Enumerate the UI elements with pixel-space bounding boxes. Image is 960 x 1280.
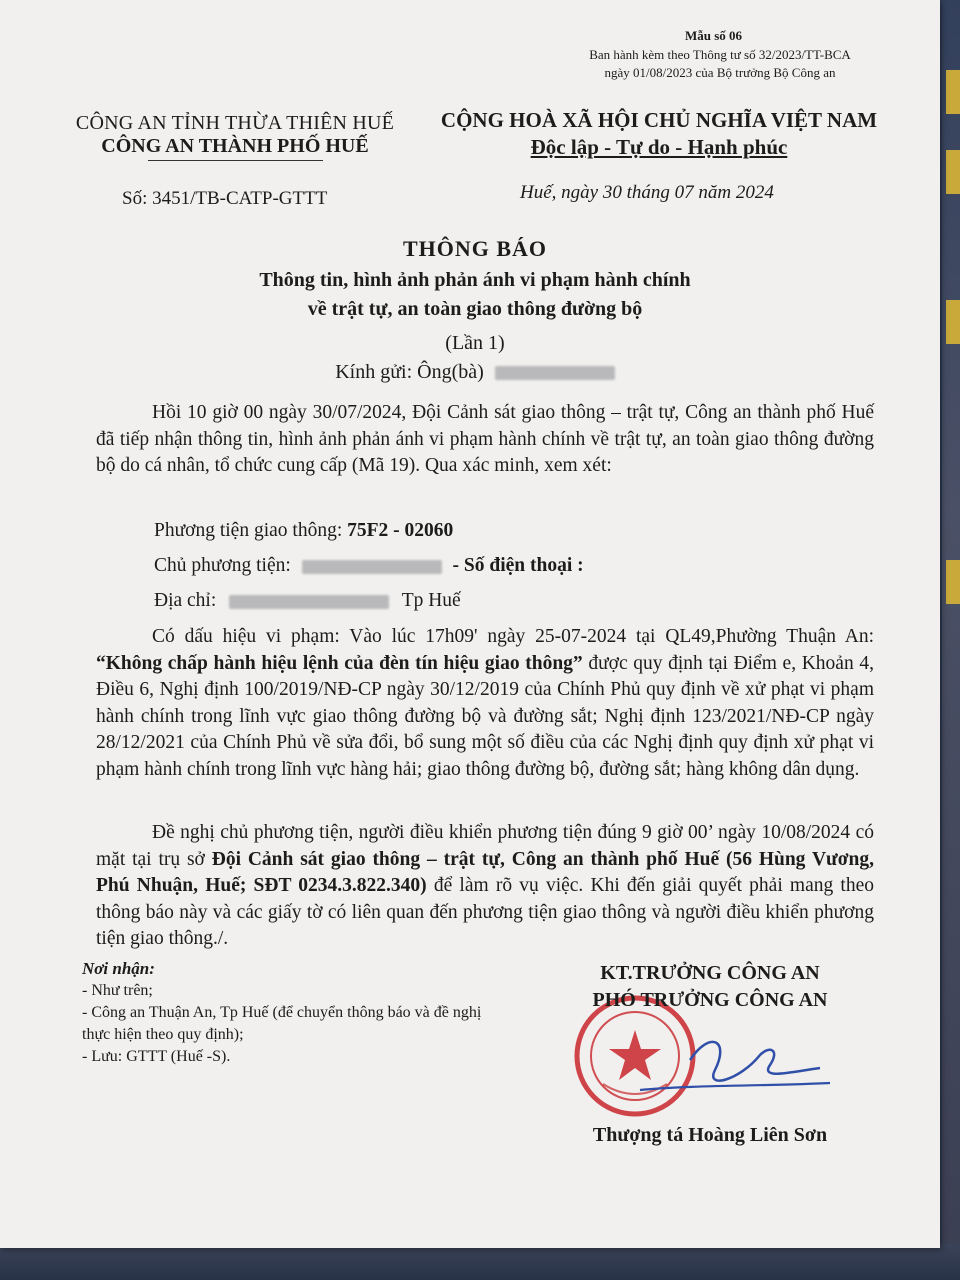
background-pattern <box>946 560 960 604</box>
notice-round: (Lần 1) <box>445 332 505 354</box>
phone-label: - Số điện thoại : <box>452 555 584 576</box>
violation-name: “Không chấp hành hiệu lệnh của đèn tín hiệu giao thông” <box>96 652 583 674</box>
signer-position: PHÓ TRƯỞNG CÔNG AN <box>592 989 828 1011</box>
vehicle-line <box>154 518 854 545</box>
request-instructions: để làm rõ vụ việc. Khi đến giải quyết phải mang theo thông báo này và các giấy tờ có liên quan đến phương tiện giao thông và người điều khiển phương tiện giao thông./. <box>96 875 874 949</box>
owner-line <box>154 553 854 580</box>
agency-name: CÔNG AN THÀNH PHỐ HUẾ <box>101 135 369 157</box>
form-reference-line: Ban hành kèm theo Thông tư số 32/2023/TT-BCA <box>589 47 851 62</box>
address-city: Tp Huế <box>401 590 461 611</box>
place-date: Huế, ngày 30 tháng 07 năm 2024 <box>520 182 774 203</box>
background-surface <box>0 1244 960 1280</box>
request-text: Đề nghị chủ phương tiện, người điều khiển phương tiện đúng 9 giờ 00’ ngày 10/08/2024 có mặt tại trụ sở <box>96 822 874 870</box>
background-pattern <box>946 300 960 344</box>
intro-paragraph: Hồi 10 giờ 00 ngày 30/07/2024, Đội Cảnh sát giao thông – trật tự, Công an thành phố Huế đã tiếp nhận thông tin, hình ảnh phản ánh vi phạm hành chính về trật tự, an toàn giao thông đường bộ do cá nhân, tổ chức cung cấp (Mã 19). Qua xác minh, xem xét: <box>96 402 874 476</box>
subtitle-line: Thông tin, hình ảnh phản ánh vi phạm hành chính <box>259 269 691 291</box>
document-number: Số: 3451/TB-CATP-GTTT <box>122 188 328 209</box>
redacted-name <box>495 366 615 380</box>
nation-name: CỘNG HOÀ XÃ HỘI CHỦ NGHĨA VIỆT NAM <box>440 108 878 132</box>
subtitle-line: về trật tự, an toàn giao thông đường bộ <box>307 298 643 320</box>
issuing-agency <box>40 112 430 161</box>
divider <box>148 160 323 161</box>
form-reference <box>560 46 880 82</box>
signer-title: KT.TRƯỞNG CÔNG AN <box>600 962 820 984</box>
receiver-item: - Như trên; <box>82 982 153 999</box>
receivers-title: Nơi nhận: <box>82 959 155 978</box>
background-pattern <box>946 150 960 194</box>
address-label: Địa chỉ: <box>154 590 217 611</box>
violation-text: Có dấu hiệu vi phạm: Vào lúc 17h09' ngày 25-07-2024 tại QL49,Phường Thuận An: <box>152 626 874 647</box>
document-title: THÔNG BÁO <box>402 236 548 261</box>
violation-legal-basis: được quy định tại Điểm e, Khoản 4, Điều 6, Nghị định 100/2019/NĐ-CP ngày 30/12/2019 của Chính Phủ quy định về xử phạt vi phạm hành chính trong lĩnh vực giao thông đường bộ và đường sắt; Nghị định 123/2021/NĐ-CP ngày 28/12/2021 của Chính Phủ về sửa đổi, bổ sung một số điều của các Nghị định quy định xử phạt vi phạm hành chính trong lĩnh vực hàng hải; giao thông đường bộ, đường sắt; hàng không dân dụng. <box>96 652 874 780</box>
recipient-label: Kính gửi: Ông(bà) <box>335 361 484 383</box>
background-edge <box>942 0 960 1280</box>
receiver-item: - Lưu: GTTT (Huế -S). <box>82 1048 231 1065</box>
form-number: Mẫu số 06 <box>684 28 742 43</box>
national-motto: Độc lập - Tự do - Hạnh phúc <box>530 135 788 159</box>
title-block <box>40 236 910 384</box>
recipient-line <box>40 361 910 384</box>
form-reference-line: ngày 01/08/2023 của Bộ trưởng Bộ Công an <box>604 65 836 80</box>
request-paragraph <box>96 820 874 953</box>
background-pattern <box>946 70 960 114</box>
violation-paragraph <box>96 624 874 783</box>
redacted-owner <box>302 560 442 574</box>
receivers-block <box>82 958 512 1068</box>
vehicle-label: Phương tiện giao thông: <box>154 520 343 541</box>
redacted-address <box>229 595 389 609</box>
owner-label: Chủ phương tiện: <box>154 555 291 576</box>
agency-parent: CÔNG AN TỈNH THỪA THIÊN HUẾ <box>75 112 395 134</box>
national-heading <box>428 108 890 160</box>
handwritten-signature <box>620 1010 860 1120</box>
signer-name: Thượng tá Hoàng Liên Sơn <box>592 1124 828 1146</box>
document-subtitle <box>40 266 910 324</box>
receiver-item: - Công an Thuận An, Tp Huế (để chuyển thông báo và đề nghị thực hiện theo quy định); <box>82 1004 482 1043</box>
vehicle-plate: 75F2 - 02060 <box>347 520 454 541</box>
address-line <box>154 588 854 615</box>
request-office: Đội Cảnh sát giao thông – trật tự, Công an thành phố Huế (56 Hùng Vương, Phú Nhuận, Huế; SĐT 0234.3.822.340) <box>96 848 874 896</box>
